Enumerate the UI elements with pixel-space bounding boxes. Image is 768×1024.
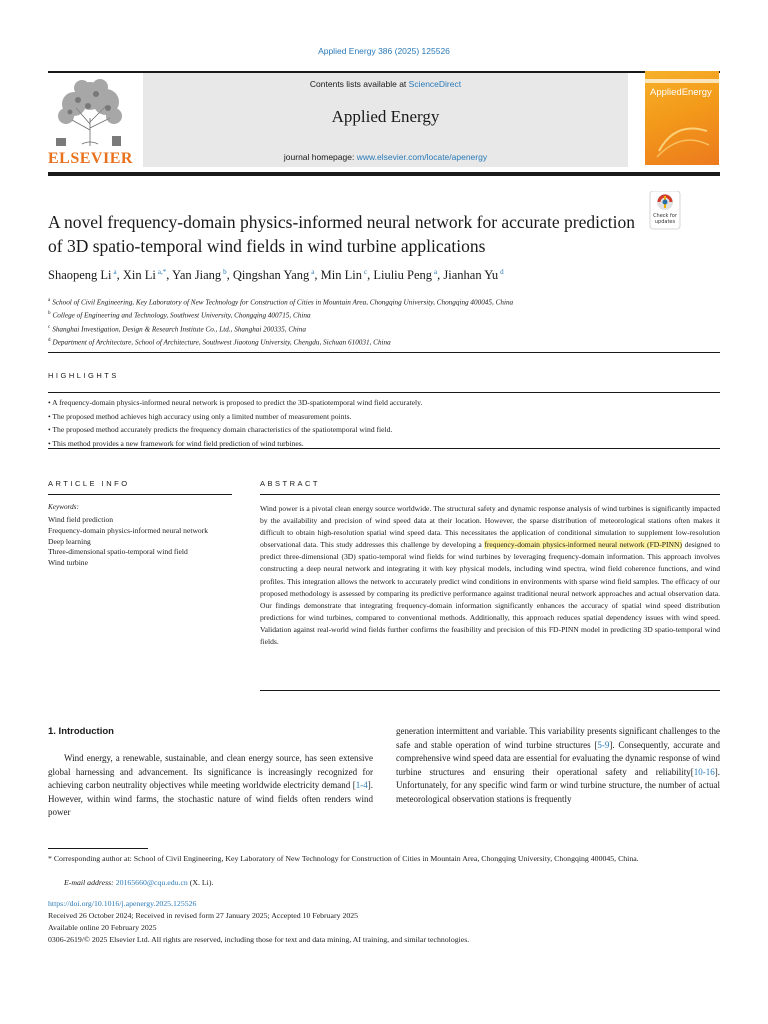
introduction-heading: 1. Introduction — [48, 726, 114, 737]
journal-header-box — [143, 73, 628, 167]
keywords-label: Keywords: — [48, 503, 79, 511]
keyword-item: Wind field prediction — [48, 515, 114, 524]
bullet-icon: • — [48, 398, 53, 407]
highlight-item — [48, 423, 720, 437]
author-affiliation-marker: d — [500, 268, 504, 276]
intro-right-text-1: generation intermittent and variable. This variability presents significant challenges to the safe and stable operation of wind turbine structures [ — [396, 726, 720, 750]
contents-line — [143, 79, 628, 89]
intro-left-text-1: Wind energy, a renewable, sustainable, and clean energy source, has seen extensive global harnessing and advancement. Its significance is increasingly recognized for achieving carbon neutrality objectives while meeting worldwide electricity demand [ — [48, 753, 373, 791]
affiliation-text: College of Engineering and Technology, Southwest University, Chongqing 400715, China — [52, 311, 311, 320]
author-affiliation-marker: a — [434, 268, 438, 276]
keyword-item: Three-dimensional spatio-temporal wind field — [48, 547, 188, 557]
journal-name: Applied Energy — [331, 107, 440, 126]
journal-citation-link[interactable]: Applied Energy 386 (2025) 125526 — [318, 46, 450, 56]
author-name-text: Min Lin — [320, 268, 362, 283]
author-name-text: Qingshan Yang — [232, 268, 310, 283]
reference-link-5-9[interactable]: 5-9 — [597, 739, 610, 750]
intro-right-text-3: ]. Unfortunately, for any specific wind farm or wind turbine structure, the number of actual meteorological observation stations is frequently — [396, 766, 720, 804]
article-info-heading: ARTICLE INFO — [48, 479, 130, 488]
keyword-item: Wind turbine — [48, 558, 88, 568]
contents-prefix: Contents lists available at — [309, 79, 409, 89]
affiliation-item — [48, 295, 728, 308]
author-affiliation-marker: a — [311, 268, 315, 276]
affiliation-item — [48, 322, 728, 335]
affiliation-text: School of Civil Engineering, Key Laboratory of New Technology for Construction of Cities in Mountain Area, Chongqing University, Chongqing 400045, China — [52, 298, 514, 307]
article-title: A novel frequency-domain physics-informed neural network for accurate prediction of 3D spatio-temporal wind fields in wind turbine applications — [48, 212, 636, 256]
intro-left-column — [48, 752, 373, 820]
doi-link[interactable]: https://doi.org/10.1016/j.apenergy.2025.125526 — [48, 899, 197, 908]
publisher-name: ELSEVIER — [48, 150, 133, 167]
keyword-item: Frequency-domain physics-informed neural network — [48, 525, 209, 535]
author-list: Shaopeng Li $^a$, Xin Li $^{a,*}$, Yan Jiang $^b$, Qingshan Yang $^a$, Min Lin $^c$, Liuliu Peng $^a$, Jianhan Yu $^d$ — [48, 268, 504, 283]
badge-label-1: Check for — [653, 213, 677, 219]
author-name-text: Liuliu Peng — [373, 268, 433, 283]
highlight-text: The proposed method accurately predicts the frequency domain characteristics of the spatiotemporal wind field. — [52, 425, 393, 434]
author-email-link[interactable]: 20165660@cqu.edu.cn — [115, 878, 188, 887]
author-name[interactable] — [443, 268, 503, 282]
keyword-item: Deep learning — [48, 536, 91, 546]
bullet-icon: • — [48, 425, 53, 434]
received-dates: Received 26 October 2024; Received in revised form 27 January 2025; Accepted 10 February 2025 — [48, 911, 359, 920]
highlight-text: A frequency-domain physics-informed neural network is proposed to predict the 3D-spatiotemporal wind field accurately. — [52, 398, 423, 407]
affiliation-text: Shanghai Investigation, Design & Research Institute Co., Ltd., Shanghai 200335, China — [52, 325, 306, 334]
abstract-part-1: Wind power is a pivotal clean energy source worldwide. The structural safety and dynamic response analysis of wind turbines is significantly impacted by the availability and precision of wind speed data at their location. However, the sparse distribution of meteorological stations often makes it difficult to obtain high-resolution spatial wind speed data. This necessitates the application of conditional simulation to supplement low-resolution observational data. This study addresses this challenge by developing a — [260, 504, 720, 550]
highlights-top-rule — [48, 392, 720, 393]
header-bottom-rule — [48, 172, 720, 176]
cover-title: AppliedEnergy — [650, 87, 712, 98]
reference-link-1-4[interactable]: 1-4 — [355, 780, 368, 791]
author-name-text: Shaopeng Li — [48, 268, 112, 283]
cover-swirl-icon — [655, 111, 711, 161]
email-label: E-mail address: — [64, 878, 116, 887]
affiliation-marker: a — [48, 298, 51, 303]
highlights-bottom-rule — [48, 448, 720, 449]
intro-left-text-2: ]. However, within wind farms, the stochastic nature of wind fields often renders wind power — [48, 780, 373, 818]
affiliation-item — [48, 308, 728, 321]
copyright-notice: 0306-2619/© 2025 Elsevier Ltd. All rights are reserved, including those for text and data mining, AI training, and similar technologies. — [48, 935, 470, 944]
article-info-rule — [48, 494, 232, 495]
highlights-heading: HIGHLIGHTS — [48, 371, 119, 380]
email-suffix: (X. Li). — [187, 878, 214, 887]
author-name[interactable] — [123, 268, 166, 282]
email-line — [64, 878, 213, 887]
journal-homepage-link[interactable]: www.elsevier.com/locate/apenergy — [356, 152, 488, 162]
article-metadata — [48, 898, 720, 946]
affiliation-list — [48, 295, 728, 349]
intro-paragraph-1 — [48, 752, 373, 820]
footnote-rule — [48, 848, 148, 849]
highlight-text: The proposed method achieves high accuracy using only a limited number of measurement points. — [52, 411, 352, 421]
affiliation-marker: d — [48, 338, 51, 344]
affiliation-marker: c — [48, 324, 51, 330]
intro-right-text-2: ]. Consequently, accurate and comprehensive wind speed data are essential for evaluating the dynamic response of wind turbine structures and ensuring their operational safety and reliability[ — [396, 739, 720, 777]
abstract-highlighted-term: frequency-domain physics-informed neural network (FD-PINN) — [484, 540, 683, 550]
author-name-text: Yan Jiang — [172, 268, 222, 283]
author-affiliation-marker: b — [223, 268, 227, 276]
check-for-updates-icon — [645, 191, 685, 231]
author-name-text: Xin Li — [122, 268, 156, 283]
highlight-text: This method provides a new framework for wind field prediction of wind turbines. — [52, 438, 304, 448]
sciencedirect-link[interactable]: ScienceDirect — [408, 79, 462, 89]
badge-label-2: updates — [654, 219, 676, 225]
abstract-part-2: designed to predict three-dimensional (3D) spatio-temporal wind fields for wind turbines by leveraging frequency-domain information. This approach involves constructing a deep neural network and integrating it with key physical models, including wind spectra, wind field coherence functions, and wind profiles. This integration allows the network to accurately predict wind conditions in environments with sparse wind field samples. The efficacy of our proposed methodology is assessed by comparing its predictive performance against traditional neural network approaches and actual observation data. Our findings demonstrate that integrating frequency-domain information significantly enhances the accuracy of spatial wind speed distribution predictions for wind turbines, compared to conventional methods. Additionally, this approach reduces spatial dependency issues with wind speed. Validation against real-world wind fields further confirms the feasibility and precision of this FD-PINN model in predicting 3D spatio-temporal wind fields. — [260, 540, 720, 647]
abstract-bottom-rule — [260, 690, 720, 691]
reference-link-10-16[interactable]: 10-16 — [693, 766, 715, 777]
homepage-line — [143, 152, 628, 162]
abstract-text — [260, 503, 720, 648]
author-name[interactable] — [172, 268, 227, 282]
intro-right-column — [396, 725, 720, 807]
cover-band — [645, 79, 719, 83]
affiliation-item — [48, 335, 728, 348]
highlights-list — [48, 396, 720, 450]
highlight-item — [48, 396, 720, 410]
intro-paragraph-1-cont — [396, 725, 720, 807]
author-name[interactable] — [321, 268, 367, 282]
affiliation-marker: b — [48, 311, 51, 317]
bullet-icon: • — [48, 411, 53, 421]
elsevier-tree-icon — [52, 78, 128, 148]
affiliation-text: Department of Architecture, School of Architecture, Southwest Jiaotong University, Chengdu, Sichuan 610031, China — [52, 338, 391, 347]
author-name[interactable] — [48, 268, 117, 282]
author-name-text: Jianhan Yu — [443, 268, 499, 283]
rule-above-highlights — [48, 352, 720, 353]
highlight-item — [48, 410, 720, 424]
author-affiliation-marker: a,* — [157, 268, 167, 276]
abstract-heading: ABSTRACT — [260, 479, 321, 488]
author-affiliation-marker: c — [363, 268, 368, 276]
available-online-date: Available online 20 February 2025 — [48, 923, 157, 932]
corresponding-author-note: * Corresponding author at: School of Civil Engineering, Key Laboratory of New Technology for Construction of Cities in Mountain Area, Chongqing University, Chongqing 400045, China. — [48, 854, 639, 863]
abstract-top-rule — [260, 494, 720, 495]
check-for-updates-badge[interactable] — [645, 191, 685, 231]
author-name[interactable] — [233, 268, 315, 282]
keywords-list — [48, 515, 228, 569]
homepage-prefix: journal homepage: — [283, 152, 357, 162]
author-name[interactable] — [373, 268, 437, 282]
journal-cover-thumbnail[interactable] — [645, 71, 719, 165]
elsevier-logo[interactable] — [48, 78, 133, 167]
author-affiliation-marker: a — [113, 268, 117, 276]
bullet-icon: • — [48, 438, 53, 448]
